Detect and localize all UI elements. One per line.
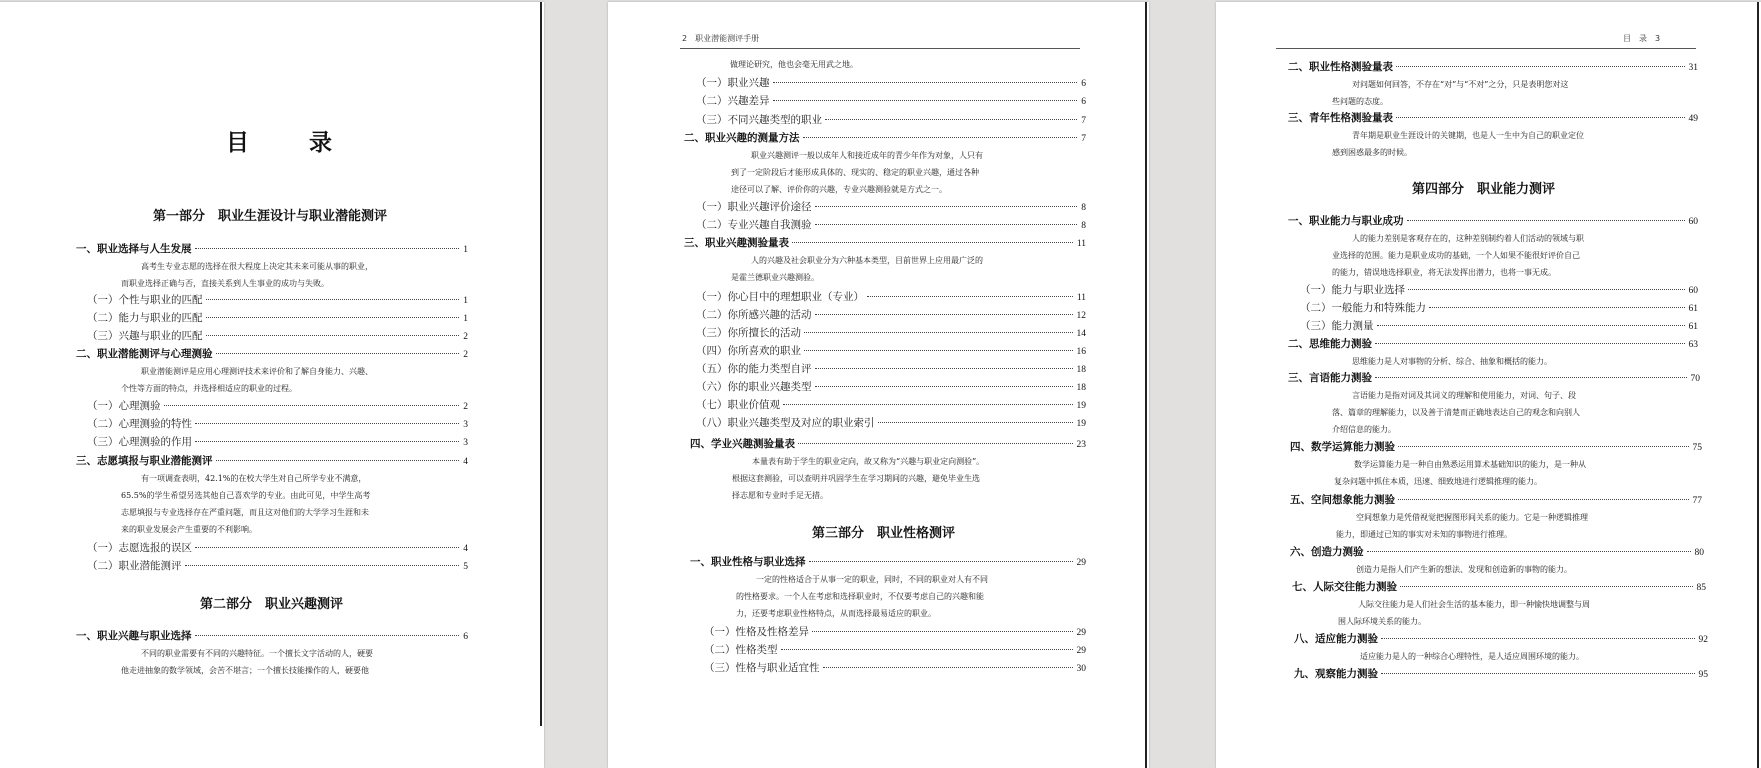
toc-entry[interactable]: （二）心理测验的特性 3 [87, 418, 468, 430]
toc-entry[interactable]: （二）性格类型 29 [704, 644, 1086, 656]
toc-entry[interactable]: 二、职业性格测验量表 31 [1288, 61, 1698, 73]
toc-entry[interactable]: （二）你所感兴趣的活动 12 [696, 309, 1086, 321]
toc-entry[interactable]: （二）能力与职业的匹配 1 [87, 312, 468, 324]
toc-entry[interactable]: 九、观察能力测验 95 [1294, 668, 1708, 680]
section-description: 适应能力是人的一种综合心理特性，是人适应周围环境的能力。 [1360, 652, 1584, 661]
toc-entry[interactable]: （四）你所喜欢的职业 16 [696, 345, 1086, 357]
part-title: 第三部分 职业性格测评 [812, 526, 956, 541]
toc-entry[interactable]: （一）志愿选报的误区 4 [87, 542, 468, 554]
part-title: 第四部分 职业能力测评 [1412, 182, 1556, 197]
toc-entry[interactable]: 四、数学运算能力测验 75 [1290, 441, 1702, 453]
header-rule [1276, 48, 1696, 49]
document-page-2 [608, 2, 1149, 768]
toc-entry[interactable]: （五）你的能力类型自评 18 [696, 363, 1086, 375]
toc-entry[interactable]: （三）心理测验的作用 3 [87, 436, 468, 448]
section-description: 青年期是职业生涯设计的关键期，也是人一生中为自己的职业定位 感到困惑最多的时候。 [1332, 131, 1584, 157]
toc-entry[interactable]: （一）能力与职业选择 60 [1300, 284, 1698, 296]
toc-entry[interactable]: （三）不同兴趣类型的职业 7 [696, 114, 1086, 126]
toc-entry[interactable]: 一、职业选择与人生发展 1 [76, 243, 468, 255]
toc-entry[interactable]: （三）兴趣与职业的匹配 2 [87, 330, 468, 342]
section-description: 人的兴趣及社会职业分为六种基本类型，目前世界上应用最广泛的 是霍兰德职业兴趣测验。 [731, 256, 983, 282]
section-description: 一定的性格适合于从事一定的职业，同时，不同的职业对人有不同 的性格要求。一个人在考虑和选择职业时，不仅要考虑自己的兴趣和能 力，还要考虑职业性格特点，从而选择最易适应的职业。 [736, 575, 988, 618]
toc-entry[interactable]: 二、思维能力测验 63 [1288, 338, 1698, 350]
part-title: 第一部分 职业生涯设计与职业潜能测评 [153, 209, 388, 224]
toc-entry[interactable]: （一）职业兴趣 6 [696, 77, 1086, 89]
toc-entry[interactable]: （七）职业价值观 19 [696, 399, 1086, 411]
toc-entry[interactable]: 二、职业潜能测评与心理测验 2 [76, 348, 468, 360]
toc-entry[interactable]: （三）你所擅长的活动 14 [696, 327, 1086, 339]
toc-entry[interactable]: （一）性格及性格差异 29 [704, 626, 1086, 638]
section-description: 做理论研究，他也会毫无用武之地。 [730, 60, 858, 69]
running-head: 2 职业潜能测评手册 [682, 34, 760, 43]
toc-entry[interactable]: 六、创造力测验 80 [1290, 546, 1704, 558]
toc-entry[interactable]: 三、青年性格测验量表 49 [1288, 112, 1698, 124]
toc-entry[interactable]: 三、言语能力测验 70 [1288, 372, 1700, 384]
toc-main-title: 目 录 [226, 130, 359, 156]
toc-entry[interactable]: （三）能力测量 61 [1300, 320, 1698, 332]
section-description: 有一项调查表明，42.1%的在校大学生对自己所学专业不满意， 65.5%的学生希望另选其他自己喜欢学的专业。由此可见，中学生高考 志愿填报与专业选择存在严重问题，而且这对他们的大学学习生涯和未 来的职业发展会产生重要的不利影响。 [121, 474, 371, 534]
toc-entry[interactable]: （二）专业兴趣自我测验 8 [696, 219, 1086, 231]
toc-entry[interactable]: 四、学业兴趣测验量表 23 [690, 438, 1086, 450]
toc-entry[interactable]: （一）心理测验 2 [87, 400, 468, 412]
section-description: 人际交往能力是人们社会生活的基本能力，即一种愉快地调整与周 围人际环境关系的能力。 [1338, 600, 1590, 626]
scan-edge [540, 2, 542, 726]
toc-entry[interactable]: （二）职业潜能测评 5 [87, 560, 468, 572]
toc-entry[interactable]: （六）你的职业兴趣类型 18 [696, 381, 1086, 393]
toc-entry[interactable]: 五、空间想象能力测验 77 [1290, 494, 1702, 506]
section-description: 言语能力是指对词及其词义的理解和使用能力，对词、句子、段 落、篇章的理解能力，以及善于清楚而正确地表达自己的观念和向别人 介绍信息的能力。 [1332, 391, 1580, 434]
section-description: 高考生专业志愿的选择在很大程度上决定其未来可能从事的职业， 而职业选择正确与否，直接关系到人生事业的成功与失败。 [121, 262, 373, 288]
part-title: 第二部分 职业兴趣测评 [200, 597, 344, 612]
header-rule [680, 48, 1080, 49]
scan-edge [1145, 2, 1147, 768]
toc-entry[interactable]: （二）兴趣差异 6 [696, 95, 1086, 107]
section-description: 不同的职业需要有不同的兴趣特征。一个擅长文字活动的人，硬要 他走进抽象的数学领域，会苦不堪言；一个擅长技能操作的人，硬要他 [121, 649, 373, 675]
section-description: 空间想象力是凭借视觉把握图形间关系的能力。它是一种逻辑推理 能力，即通过已知的事实对未知的事物进行推理。 [1336, 513, 1588, 539]
toc-entry[interactable]: 七、人际交往能力测验 85 [1292, 581, 1706, 593]
toc-entry[interactable]: （八）职业兴趣类型及对应的职业索引 19 [696, 417, 1086, 429]
running-head: 目 录 3 [1623, 34, 1661, 43]
section-description: 创造力是指人们产生新的想法、发现和创造新的事物的能力。 [1356, 565, 1572, 574]
toc-entry[interactable]: 一、职业兴趣与职业选择 6 [76, 630, 468, 642]
toc-entry[interactable]: （一）个性与职业的匹配 1 [87, 294, 468, 306]
toc-entry[interactable]: 一、职业性格与职业选择 29 [690, 556, 1086, 568]
document-page-1 [0, 2, 544, 768]
section-description: 思维能力是人对事物的分析、综合、抽象和概括的能力。 [1352, 357, 1552, 366]
scan-edge [1757, 2, 1759, 768]
toc-entry[interactable]: 八、适应能力测验 92 [1294, 633, 1708, 645]
section-description: 数学运算能力是一种自由熟悉运用算术基础知识的能力，是一种从 复杂问题中抓住本质，迅速、细致地进行逻辑推理的能力。 [1334, 460, 1586, 486]
toc-entry[interactable]: （三）性格与职业适宜性 30 [704, 662, 1086, 674]
section-description: 职业潜能测评是应用心理测评技术来评价和了解自身能力、兴趣、 个性等方面的特点，并选择相适应的职业的过程。 [121, 367, 373, 393]
toc-entry[interactable]: 三、职业兴趣测验量表 11 [684, 237, 1086, 249]
toc-entry[interactable]: 二、职业兴趣的测量方法 7 [684, 132, 1086, 144]
section-description: 人的能力差别是客观存在的，这种差别制约着人们活动的领域与职 业选择的范围。能力是职业成功的基础，一个人如果不能很好评价自己 的能力，错误地选择职业，将无法发挥出潜力，也将一事无成。 [1332, 234, 1584, 277]
section-description: 职业兴趣测评一般以成年人和接近成年的青少年作为对象，人只有 到了一定阶段后才能形成具体的、现实的、稳定的职业兴趣，通过各种 途径可以了解、评价你的兴趣，专业兴趣测验就是方式之一。 [731, 151, 983, 194]
toc-entry[interactable]: （一）你心目中的理想职业（专业） 11 [696, 291, 1086, 303]
toc-entry[interactable]: （一）职业兴趣评价途径 8 [696, 201, 1086, 213]
section-description: 本量表有助于学生的职业定向，故又称为“兴趣与职业定向测验”。 根据这套测验，可以查明并巩固学生在学习期间的兴趣，避免毕业生选 择志愿和专业时手足无措。 [732, 457, 985, 500]
toc-entry[interactable]: （二）一般能力和特殊能力 61 [1300, 302, 1698, 314]
section-description: 对问题如何回答，不存在“对”与“不对”之分，只是表明您对这 些问题的态度。 [1332, 80, 1569, 106]
document-page-3 [1216, 2, 1761, 768]
toc-entry[interactable]: 一、职业能力与职业成功 60 [1288, 215, 1698, 227]
toc-entry[interactable]: 三、志愿填报与职业潜能测评 4 [76, 455, 468, 467]
